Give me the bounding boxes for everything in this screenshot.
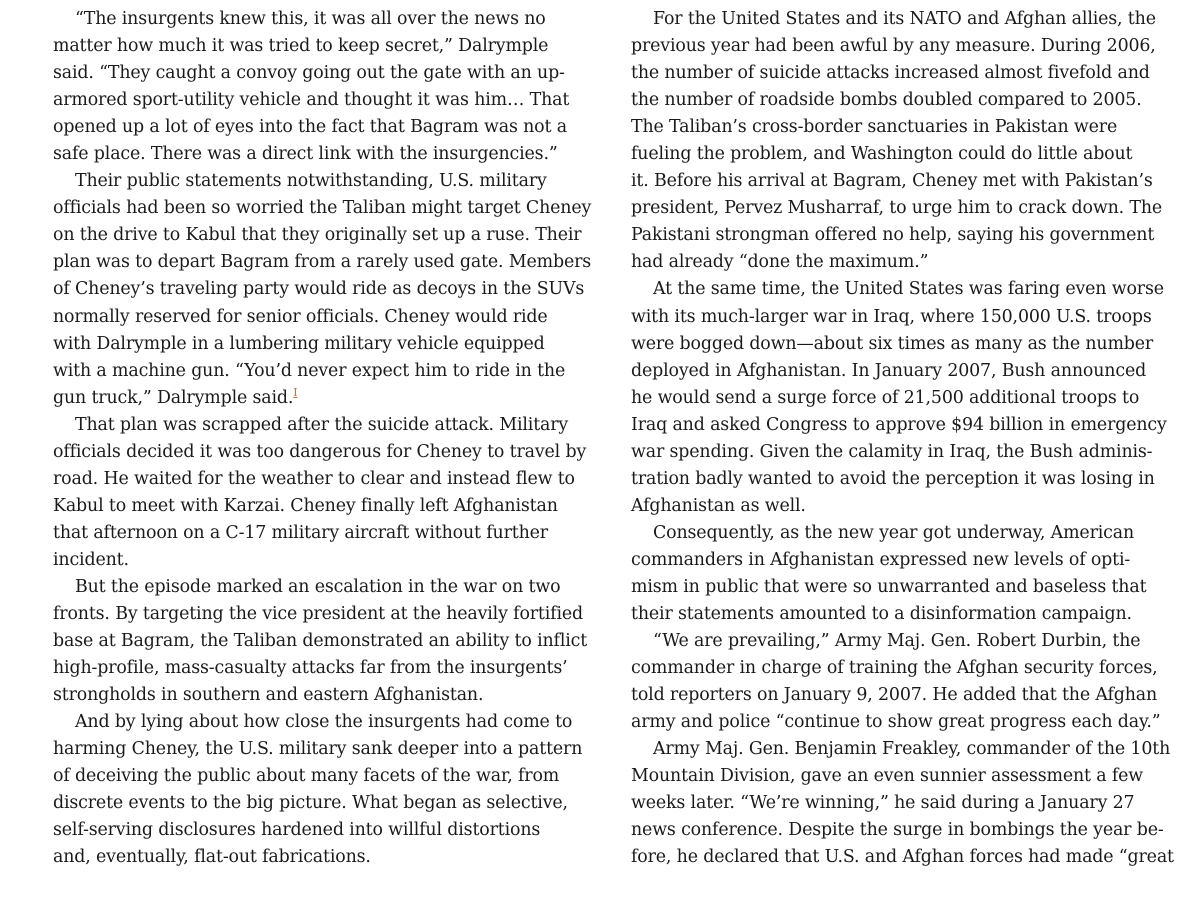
line-text: said. “They caught a convoy going out the gate with an up- — [53, 63, 565, 84]
text-line — [631, 33, 1176, 60]
text-line — [631, 628, 1176, 655]
text-line — [53, 385, 598, 412]
line-text: tration badly wanted to avoid the perception it was losing in — [631, 468, 1155, 489]
text-line — [53, 195, 598, 222]
text-line — [53, 358, 598, 385]
text-line — [631, 358, 1176, 385]
text-line — [53, 276, 598, 303]
line-text: fore, he declared that U.S. and Afghan forces had made “great — [631, 847, 1174, 868]
text-line — [53, 844, 598, 871]
text-line — [631, 195, 1176, 222]
line-text: fueling the problem, and Washington could do little about — [631, 144, 1133, 165]
text-line — [631, 709, 1176, 736]
line-text: told reporters on January 9, 2007. He added that the Afghan — [631, 685, 1158, 706]
line-text: harming Cheney, the U.S. military sank deeper into a pattern — [53, 739, 583, 760]
text-line — [53, 574, 598, 601]
line-text: president, Pervez Musharraf, to urge him to crack down. The — [631, 198, 1163, 219]
line-text: he would send a surge force of 21,500 additional troops to — [631, 387, 1140, 408]
text-line — [631, 141, 1176, 168]
text-line — [53, 547, 598, 574]
line-text: For the United States and its NATO and Afghan allies, the — [653, 9, 1156, 29]
text-line — [53, 6, 598, 33]
text-line — [53, 114, 598, 141]
line-text: “We are prevailing,” Army Maj. Gen. Robert Durbin, the — [653, 631, 1141, 652]
line-text: of deceiving the public about many facets of the war, from — [53, 766, 560, 787]
text-line — [53, 466, 598, 493]
text-line — [631, 547, 1176, 574]
line-text: Consequently, as the new year got underway, American — [653, 522, 1135, 543]
text-line — [631, 385, 1176, 412]
line-text: self-serving disclosures hardened into willful distortions — [53, 820, 541, 841]
line-text: Kabul to meet with Karzai. Cheney finally left Afghanistan — [53, 495, 558, 516]
text-line — [631, 574, 1176, 601]
line-text: Mountain Division, gave an even sunnier assessment a few — [631, 766, 1143, 787]
line-text: the number of suicide attacks increased almost fivefold and — [631, 63, 1150, 84]
line-text: Iraq and asked Congress to approve $94 billion in emergency — [631, 414, 1167, 435]
text-line — [53, 736, 598, 763]
text-line — [631, 222, 1176, 249]
left-column — [53, 6, 598, 872]
line-text: fronts. By targeting the vice president at the heavily fortified — [53, 604, 583, 625]
text-line — [53, 412, 598, 439]
text-line — [53, 520, 598, 547]
text-line — [631, 655, 1176, 682]
line-text: of Cheney’s traveling party would ride as decoys in the SUVs — [53, 279, 585, 300]
line-text: with Dalrymple in a lumbering military vehicle equipped — [53, 333, 545, 354]
text-line — [631, 60, 1176, 87]
line-text: that afternoon on a C-17 military aircraft without further — [53, 522, 548, 543]
text-line — [53, 60, 598, 87]
line-text: But the episode marked an escalation in the war on two — [75, 576, 561, 597]
line-text: gun truck,” Dalrymple said. — [53, 387, 294, 408]
text-line — [631, 520, 1176, 547]
text-line — [631, 114, 1176, 141]
text-line — [631, 763, 1176, 790]
text-line — [631, 304, 1176, 331]
line-text: matter how much it was tried to keep secret,” Dalrymple — [53, 36, 549, 57]
line-text: it. Before his arrival at Bagram, Cheney met with Pakistan’s — [631, 171, 1153, 192]
text-line — [631, 249, 1176, 276]
line-text: Army Maj. Gen. Benjamin Freakley, commander of the 10th — [653, 739, 1171, 760]
line-text: army and police “continue to show great progress each day.” — [631, 712, 1161, 733]
line-text: Afghanistan as well. — [631, 495, 806, 516]
line-text: officials decided it was too dangerous for Cheney to travel by — [53, 441, 587, 462]
footnote-link[interactable]: I — [293, 385, 298, 399]
line-text: commanders in Afghanistan expressed new levels of opti- — [631, 549, 1131, 570]
text-line — [53, 439, 598, 466]
text-line — [631, 736, 1176, 763]
text-line — [631, 601, 1176, 628]
line-text: incident. — [53, 549, 129, 570]
text-line — [53, 141, 598, 168]
line-text: And by lying about how close the insurgents had come to — [75, 712, 573, 733]
line-text: At the same time, the United States was faring even worse — [653, 279, 1164, 300]
line-text: on the drive to Kabul that they originally set up a ruse. Their — [53, 225, 582, 246]
text-line — [631, 168, 1176, 195]
line-text: That plan was scrapped after the suicide attack. Military — [75, 414, 569, 435]
line-text: and, eventually, flat-out fabrications. — [53, 847, 371, 868]
line-text: news conference. Despite the surge in bombings the year be- — [631, 820, 1164, 841]
text-line — [53, 628, 598, 655]
text-line — [631, 439, 1176, 466]
text-line — [631, 682, 1176, 709]
text-line — [53, 655, 598, 682]
line-text: road. He waited for the weather to clear and instead flew to — [53, 468, 575, 489]
line-text: base at Bagram, the Taliban demonstrated an ability to inflict — [53, 631, 588, 652]
line-text: mism in public that were so unwarranted and baseless that — [631, 576, 1147, 597]
text-line — [53, 304, 598, 331]
line-text: plan was to depart Bagram from a rarely used gate. Members — [53, 252, 592, 273]
line-text: opened up a lot of eyes into the fact that Bagram was not a — [53, 117, 567, 138]
text-line — [631, 276, 1176, 303]
text-line — [631, 493, 1176, 520]
text-line — [631, 87, 1176, 114]
text-line — [53, 790, 598, 817]
text-line — [53, 709, 598, 736]
line-text: their statements amounted to a disinformation campaign. — [631, 604, 1132, 625]
text-line — [631, 817, 1176, 844]
text-line — [53, 87, 598, 114]
line-text: armored sport-utility vehicle and thought it was him… That — [53, 90, 570, 111]
line-text: strongholds in southern and eastern Afghanistan. — [53, 685, 484, 706]
text-line — [53, 222, 598, 249]
text-line — [631, 790, 1176, 817]
line-text: safe place. There was a direct link with the insurgencies.” — [53, 144, 558, 165]
text-line — [631, 844, 1176, 871]
line-text: the number of roadside bombs doubled compared to 2005. — [631, 90, 1142, 111]
text-line — [53, 601, 598, 628]
text-line — [631, 6, 1176, 33]
text-line — [53, 682, 598, 709]
line-text: officials had been so worried the Taliban might target Cheney — [53, 198, 592, 219]
text-line — [53, 33, 598, 60]
text-line — [53, 493, 598, 520]
line-text: deployed in Afghanistan. In January 2007, Bush announced — [631, 360, 1147, 381]
line-text: “The insurgents knew this, it was all over the news no — [75, 9, 546, 29]
line-text: war spending. Given the calamity in Iraq, the Bush adminis- — [631, 441, 1153, 462]
line-text: discrete events to the big picture. What began as selective, — [53, 793, 568, 814]
text-line — [631, 331, 1176, 358]
line-text: with a machine gun. “You’d never expect him to ride in the — [53, 360, 566, 381]
line-text: The Taliban’s cross-border sanctuaries in Pakistan were — [631, 117, 1118, 138]
text-line — [53, 763, 598, 790]
text-line — [631, 412, 1176, 439]
line-text: normally reserved for senior officials. Cheney would ride — [53, 306, 548, 327]
line-text: Their public statements notwithstanding, U.S. military — [75, 171, 547, 192]
line-text: with its much-larger war in Iraq, where 150,000 U.S. troops — [631, 306, 1152, 327]
text-line — [631, 466, 1176, 493]
line-text: had already “done the maximum.” — [631, 252, 929, 273]
line-text: commander in charge of training the Afghan security forces, — [631, 658, 1158, 679]
line-text: high-profile, mass-casualty attacks far from the insurgents’ — [53, 658, 568, 679]
text-line — [53, 168, 598, 195]
text-line — [53, 249, 598, 276]
right-column — [631, 6, 1176, 872]
text-line — [53, 817, 598, 844]
line-text: were bogged down—about six times as many as the number — [631, 333, 1154, 354]
text-line — [53, 331, 598, 358]
line-text: Pakistani strongman offered no help, saying his government — [631, 225, 1155, 246]
line-text: weeks later. “We’re winning,” he said during a January 27 — [631, 793, 1135, 814]
line-text: previous year had been awful by any measure. During 2006, — [631, 36, 1156, 57]
